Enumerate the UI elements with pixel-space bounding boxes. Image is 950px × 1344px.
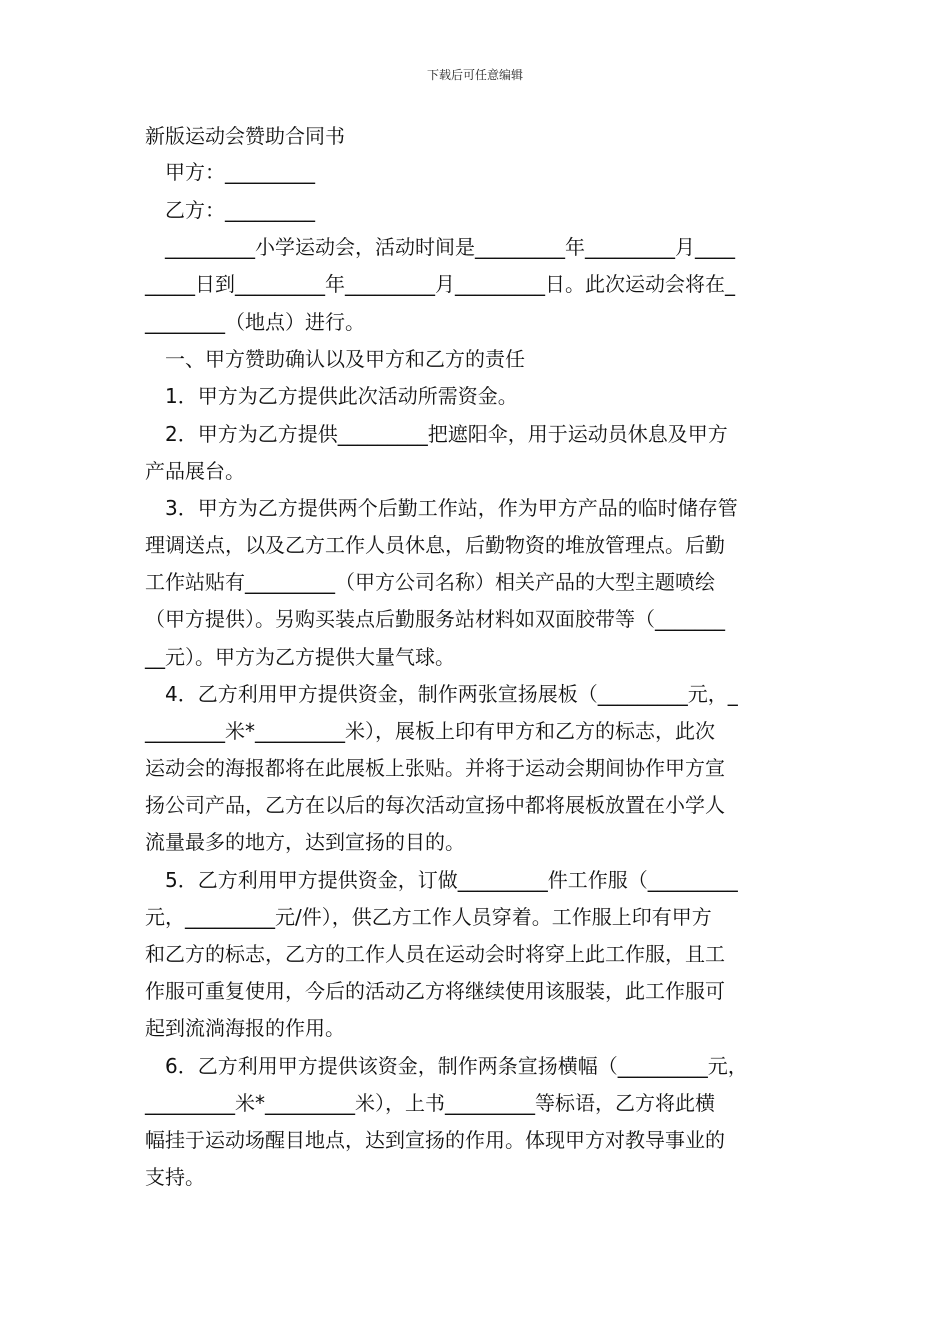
clause-5-line: 起到流淌海报的作用。 <box>145 1016 345 1040</box>
paragraph-line: ________（地点）进行。 <box>145 310 365 334</box>
clause-1-line: 1．甲方为乙方提供此次活动所需资金。 <box>165 384 518 408</box>
clause-4-line: 扬公司产品，乙方在以后的每次活动宣扬中都将展板放置在小学人 <box>145 793 725 817</box>
clause-4-line: 4．乙方利用甲方提供资金，制作两张宣扬展板（_________元，_ <box>165 682 738 706</box>
party-a-line: 甲方：_________ <box>165 160 315 184</box>
clause-2-line: 2．甲方为乙方提供_________把遮阳伞，用于运动员休息及甲方 <box>165 422 728 446</box>
clause-5-line: 和乙方的标志，乙方的工作人员在运动会时将穿上此工作服，且工 <box>145 942 725 966</box>
clause-6-line: 幅挂于运动场醒目地点，达到宣扬的作用。体现甲方对教导事业的 <box>145 1128 725 1152</box>
paragraph-line: _____日到_________年_________月_________日。此次运动会将在_ <box>145 272 735 296</box>
paragraph-line: _________小学运动会，活动时间是_________年_________月____ <box>165 235 735 259</box>
document-title: 新版运动会赞助合同书 <box>145 124 345 148</box>
clause-3-line: __元）。甲方为乙方提供大量气球。 <box>145 645 455 669</box>
clause-3-line: 工作站贴有_________（甲方公司名称）相关产品的大型主题喷绘 <box>145 570 715 594</box>
clause-3-line: （甲方提供）。另购买装点后勤服务站材料如双面胶带等（_______ <box>145 607 725 631</box>
clause-3-line: 3．甲方为乙方提供两个后勤工作站，作为甲方产品的临时储存管 <box>165 496 738 520</box>
clause-6-line: _________米*_________米），上书_________等标语，乙方将此横 <box>145 1091 715 1115</box>
clause-5-line: 作服可重复使用，今后的活动乙方将继续使用该服装，此工作服可 <box>145 979 725 1003</box>
page-header: 下载后可任意编辑 <box>426 68 523 82</box>
clause-4-line: 运动会的海报都将在此展板上张贴。并将于运动会期间协作甲方宣 <box>145 756 725 780</box>
clause-4-line: ________米*_________米），展板上印有甲方和乙方的标志，此次 <box>145 719 715 743</box>
party-b-line: 乙方：_________ <box>165 198 315 222</box>
clause-3-line: 理调送点，以及乙方工作人员休息，后勤物资的堆放管理点。后勤 <box>145 533 725 557</box>
section-heading: 一、甲方赞助确认以及甲方和乙方的责任 <box>165 347 525 371</box>
clause-5-line: 5．乙方利用甲方提供资金，订做_________件工作服（_________ <box>165 868 738 892</box>
clause-5-line: 元，_________元/件），供乙方工作人员穿着。工作服上印有甲方 <box>145 905 712 929</box>
clause-6-line: 6．乙方利用甲方提供该资金，制作两条宣扬横幅（_________元， <box>165 1054 748 1078</box>
clause-2-line: 产品展台。 <box>145 459 245 483</box>
clause-6-line: 支持。 <box>145 1165 205 1189</box>
clause-4-line: 流量最多的地方，达到宣扬的目的。 <box>145 830 465 854</box>
